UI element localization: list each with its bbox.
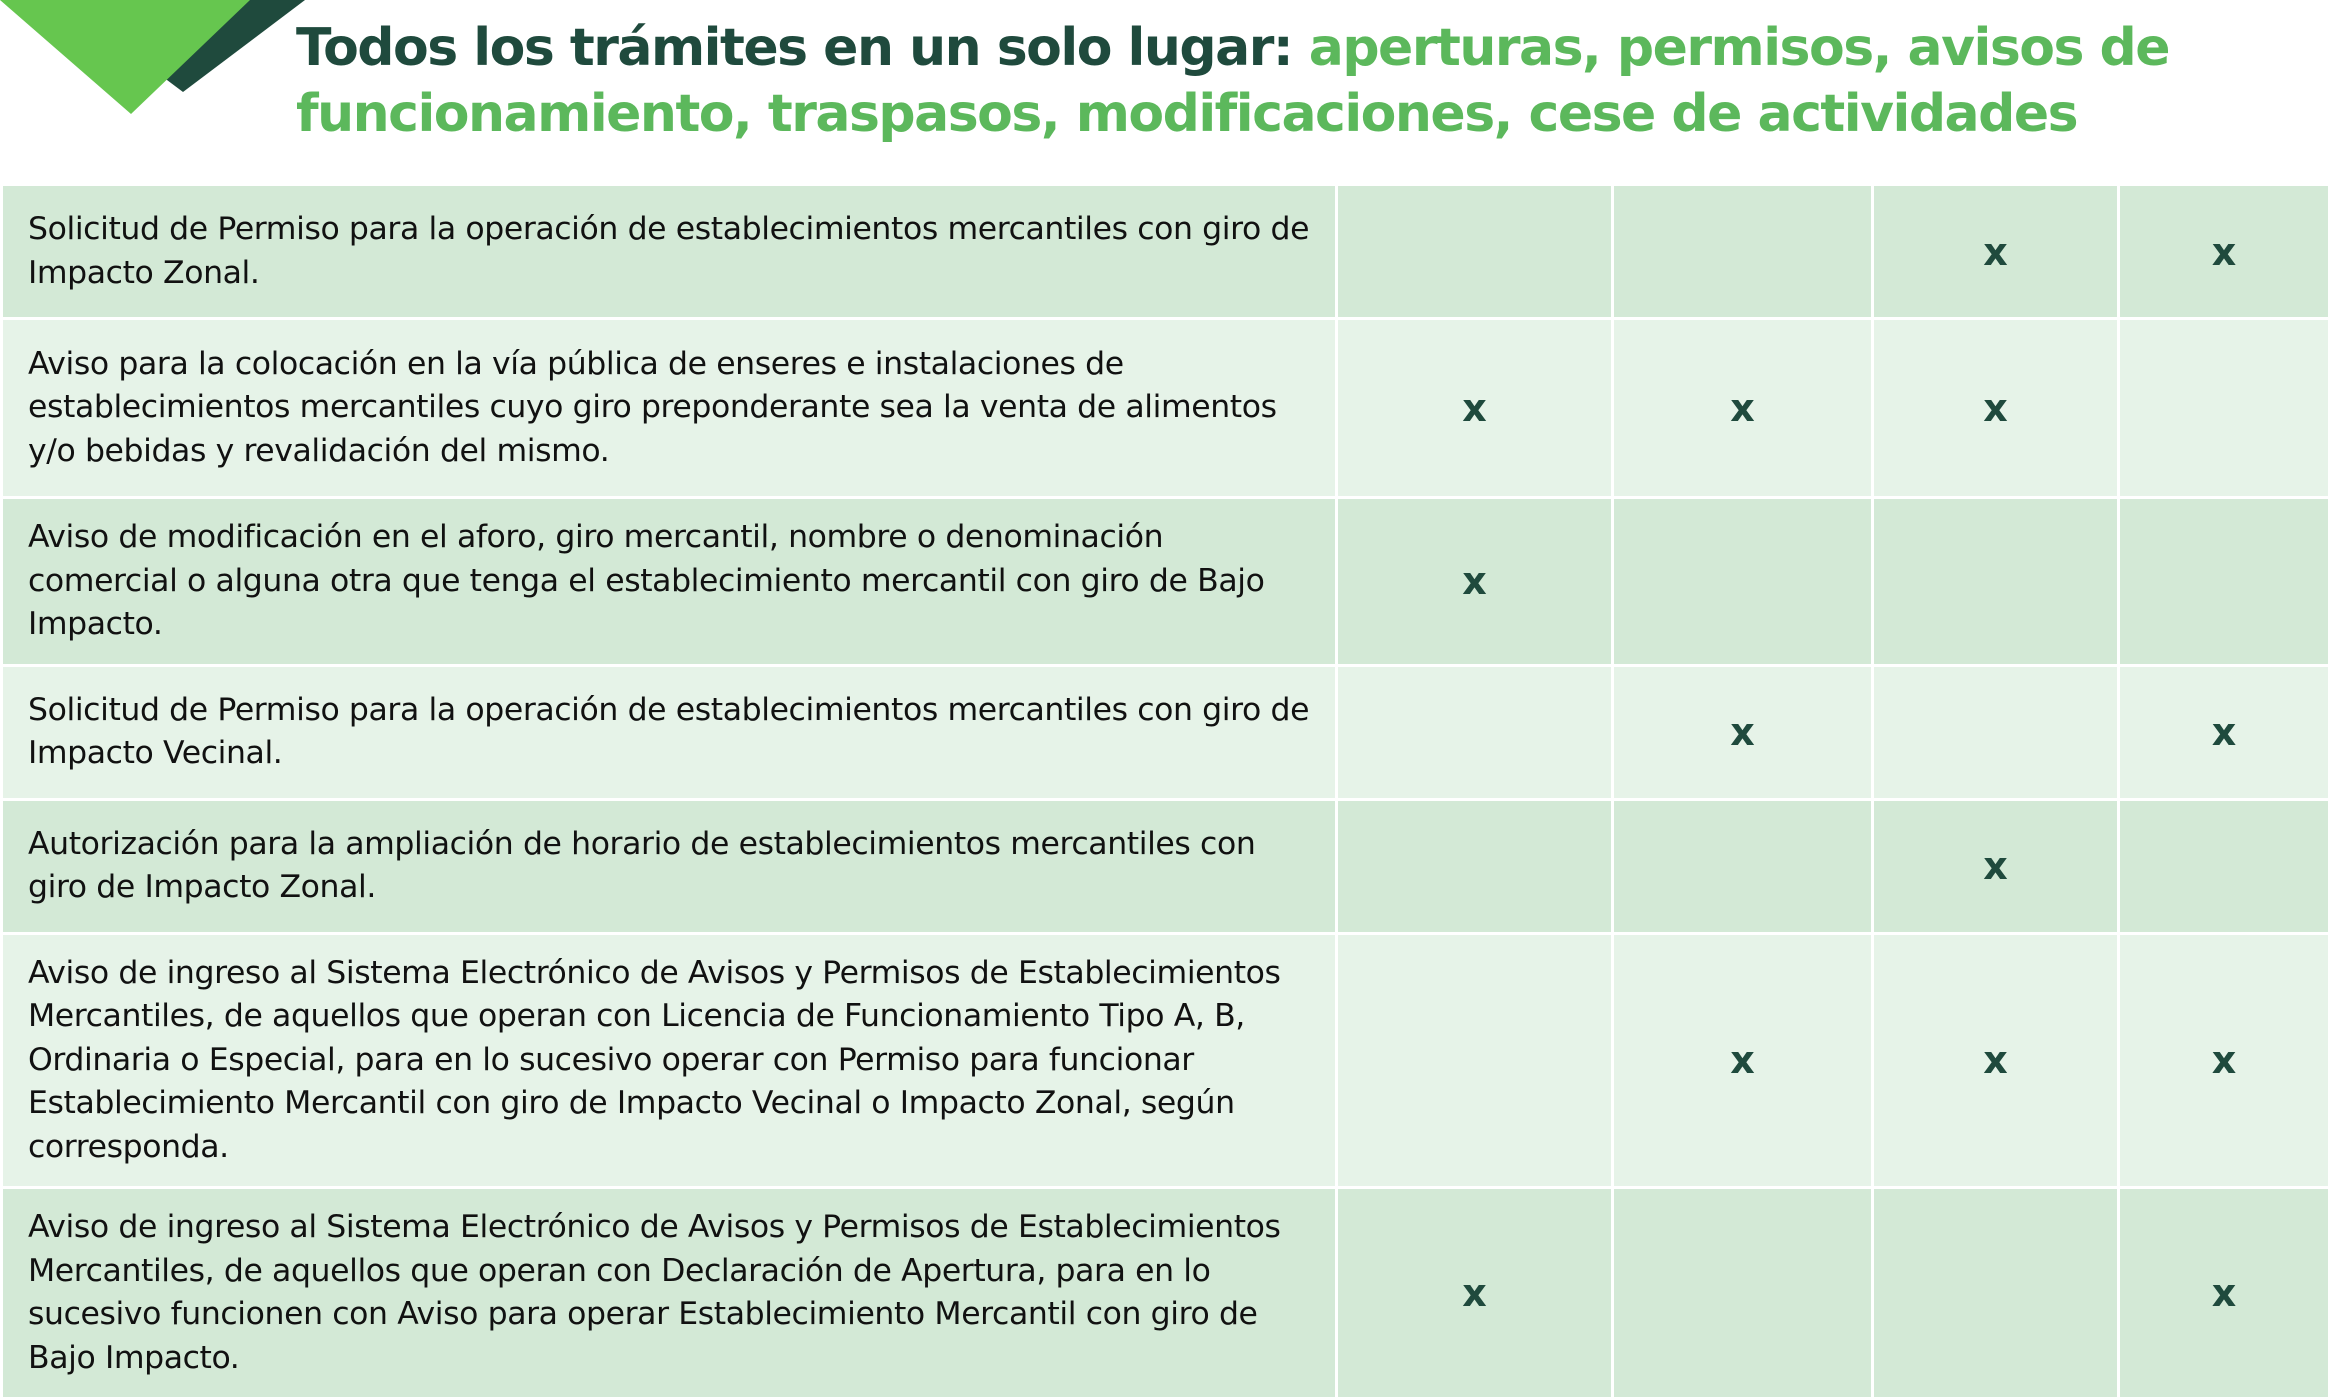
mark-cell bbox=[2119, 799, 2328, 933]
mark-cell bbox=[1873, 498, 2119, 666]
mark-cell: x bbox=[1873, 799, 2119, 933]
page-title bbox=[296, 15, 2306, 147]
table-row bbox=[2, 933, 2328, 1188]
mark-cell: x bbox=[1873, 185, 2119, 319]
mark-cell bbox=[1873, 1188, 2119, 1399]
mark-cell bbox=[1613, 1188, 1873, 1399]
mark-cell: x bbox=[1873, 933, 2119, 1188]
mark-cell bbox=[1337, 933, 1613, 1188]
mark-cell bbox=[1337, 665, 1613, 799]
procedure-description: Autorización para la ampliación de horario de establecimientos mercantiles con giro de Impacto Zonal. bbox=[2, 799, 1337, 933]
mark-cell: x bbox=[2119, 665, 2328, 799]
table-row bbox=[2, 498, 2328, 666]
mark-cell: x bbox=[1337, 319, 1613, 498]
mark-cell bbox=[1337, 185, 1613, 319]
mark-cell: x bbox=[1613, 319, 1873, 498]
corner-chevron-logo bbox=[0, 0, 320, 130]
title-dark-part: Todos los trámites en un solo lugar: bbox=[296, 18, 1309, 78]
table-row bbox=[2, 1188, 2328, 1399]
procedure-description: Aviso de ingreso al Sistema Electrónico de Avisos y Permisos de Establecimientos Mercantiles, de aquellos que operan con Licencia de Funcionamiento Tipo A, B, Ordinaria o Especial, para en lo sucesivo operar con Permiso para funcionar Establecimiento Mercantil con giro de Impacto Vecinal o Impacto Zonal, según corresponda. bbox=[2, 933, 1337, 1188]
mark-cell bbox=[1613, 799, 1873, 933]
mark-cell: x bbox=[1337, 1188, 1613, 1399]
procedure-description: Aviso de modificación en el aforo, giro mercantil, nombre o denominación comercial o alguna otra que tenga el establecimiento mercantil con giro de Bajo Impacto. bbox=[2, 498, 1337, 666]
procedure-description: Aviso de ingreso al Sistema Electrónico de Avisos y Permisos de Establecimientos Mercantiles, de aquellos que operan con Declaración de Apertura, para en lo sucesivo funcionen con Aviso para operar Establecimiento Mercantil con giro de Bajo Impacto. bbox=[2, 1188, 1337, 1399]
procedure-description: Aviso para la colocación en la vía pública de enseres e instalaciones de establecimientos mercantiles cuyo giro preponderante sea la venta de alimentos y/o bebidas y revalidación del mismo. bbox=[2, 319, 1337, 498]
tramites-table bbox=[0, 183, 2328, 1400]
mark-cell: x bbox=[1613, 665, 1873, 799]
mark-cell: x bbox=[1337, 498, 1613, 666]
mark-cell bbox=[1613, 185, 1873, 319]
table-row bbox=[2, 799, 2328, 933]
mark-cell bbox=[2119, 498, 2328, 666]
mark-cell: x bbox=[1613, 933, 1873, 1188]
procedure-description: Solicitud de Permiso para la operación de establecimientos mercantiles con giro de Impacto Zonal. bbox=[2, 185, 1337, 319]
mark-cell: x bbox=[2119, 1188, 2328, 1399]
mark-cell: x bbox=[1873, 319, 2119, 498]
mark-cell bbox=[1613, 498, 1873, 666]
title-green-part: aperturas, permisos, avisos de funcionamiento, traspasos, modificaciones, cese de actividades bbox=[296, 18, 2169, 144]
table-row bbox=[2, 319, 2328, 498]
mark-cell bbox=[1873, 665, 2119, 799]
table-row bbox=[2, 665, 2328, 799]
mark-cell: x bbox=[2119, 933, 2328, 1188]
procedure-description: Solicitud de Permiso para la operación de establecimientos mercantiles con giro de Impacto Vecinal. bbox=[2, 665, 1337, 799]
mark-cell bbox=[1337, 799, 1613, 933]
table-row bbox=[2, 185, 2328, 319]
mark-cell bbox=[2119, 319, 2328, 498]
mark-cell: x bbox=[2119, 185, 2328, 319]
